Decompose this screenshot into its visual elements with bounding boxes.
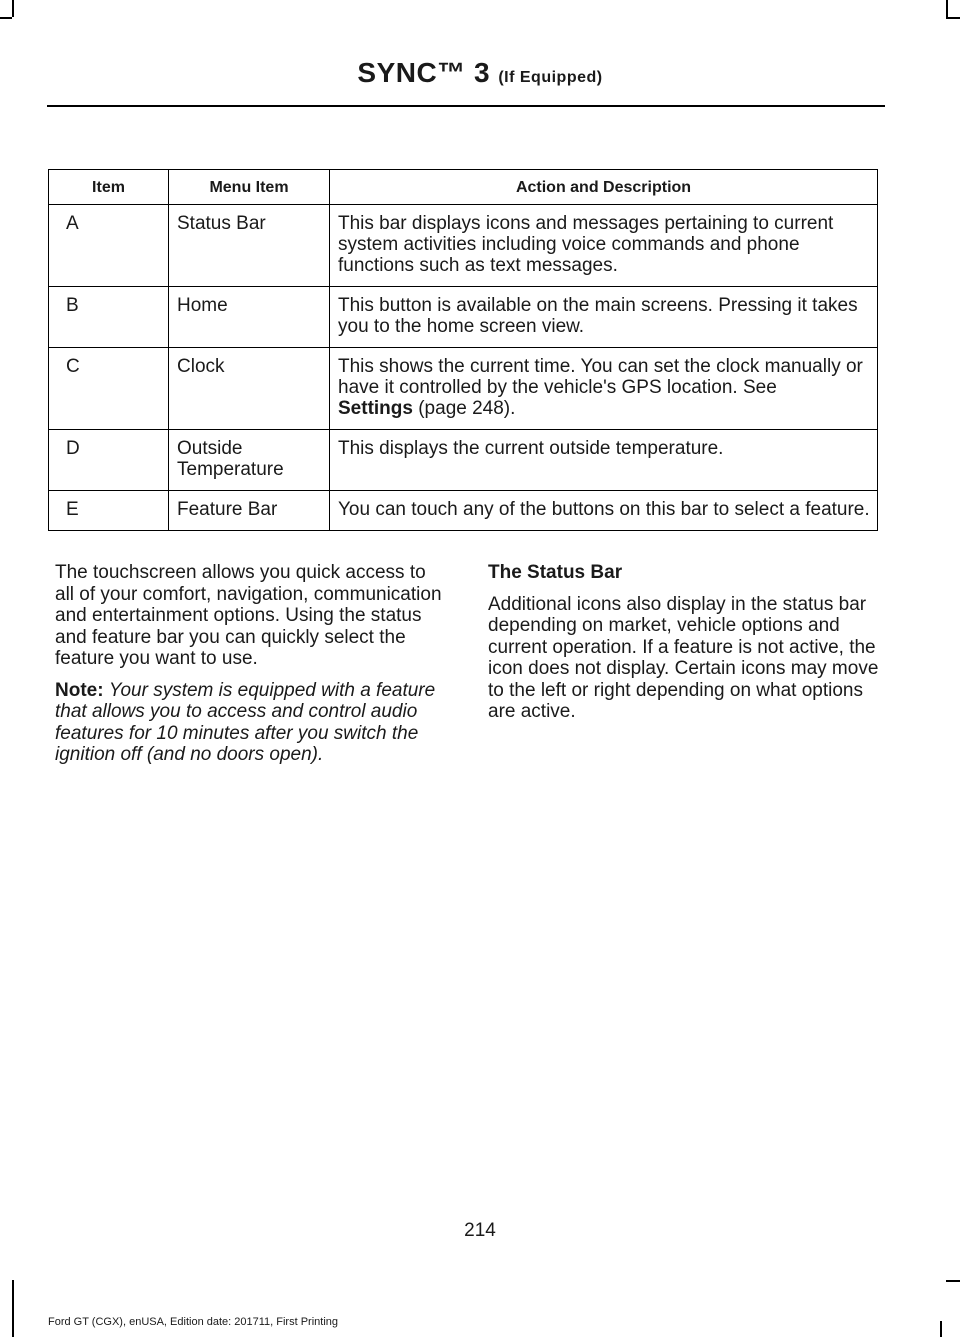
right-column [488, 562, 880, 733]
item-cell: C [49, 348, 169, 430]
table-row [49, 205, 878, 287]
crop-mark-top-right [946, 0, 948, 17]
item-cell: A [49, 205, 169, 287]
menu-cell: Feature Bar [169, 491, 330, 531]
menu-item-table [48, 169, 878, 531]
left-column [55, 562, 447, 776]
menu-cell: Clock [169, 348, 330, 430]
table-row [49, 348, 878, 430]
description-cell: This bar displays icons and messages pertaining to current system activities including voice commands and phone functions such as text messages. [330, 205, 878, 287]
item-cell: B [49, 287, 169, 348]
status-bar-paragraph: Additional icons also display in the status bar depending on market, vehicle options and current operation. If a feature is not active, the icon does not display. Certain icons may move to the left or right depending on what options are active. [488, 593, 879, 722]
column-header-action: Action and Description [330, 170, 878, 205]
table-row [49, 491, 878, 531]
crop-mark-top-left [0, 17, 12, 19]
header-rule [47, 105, 885, 107]
table-row [49, 430, 878, 491]
description-text: This shows the current time. You can set the clock manually or have it controlled by the vehicle's GPS location. See [338, 356, 863, 398]
crop-mark-top-right [946, 17, 960, 19]
intro-paragraph: The touchscreen allows you quick access to all of your comfort, navigation, communication and entertainment options. Using the status and feature bar you can quickly select the feature you want to use. [55, 562, 442, 669]
item-cell: E [49, 491, 169, 531]
note-text: Your system is equipped with a feature that allows you to access and control audio features for 10 minutes after you switch the ignition off (and no doors open). [55, 679, 436, 765]
menu-cell: Outside Temperature [169, 430, 330, 491]
menu-cell: Home [169, 287, 330, 348]
page-header [0, 57, 960, 89]
crop-mark-bottom-right [940, 1321, 942, 1337]
note-label: Note: [55, 679, 104, 701]
section-heading: The Status Bar [488, 562, 623, 583]
description-cell: This button is available on the main screens. Pressing it takes you to the home screen view. [330, 287, 878, 348]
header-title: SYNC™ 3 [357, 57, 491, 88]
crop-mark-bottom-left [12, 1280, 14, 1337]
item-cell: D [49, 430, 169, 491]
menu-cell: Status Bar [169, 205, 330, 287]
footer-text: Ford GT (CGX), enUSA, Edition date: 201711, First Printing [48, 1316, 338, 1328]
page-reference: (page 248). [418, 398, 516, 419]
description-cell [330, 348, 878, 430]
description-cell: You can touch any of the buttons on this bar to select a feature. [330, 491, 878, 531]
crop-mark-top-left [12, 0, 14, 17]
settings-link[interactable]: Settings [338, 398, 413, 419]
column-header-menu-item: Menu Item [169, 170, 330, 205]
header-subtitle: (If Equipped) [498, 69, 603, 86]
page-number: 214 [464, 1220, 496, 1241]
table-header-row [49, 170, 878, 205]
description-cell: This displays the current outside temperature. [330, 430, 878, 491]
note-paragraph [55, 680, 447, 766]
crop-mark-bottom-right [946, 1280, 960, 1282]
column-header-item: Item [49, 170, 169, 205]
table-row [49, 287, 878, 348]
